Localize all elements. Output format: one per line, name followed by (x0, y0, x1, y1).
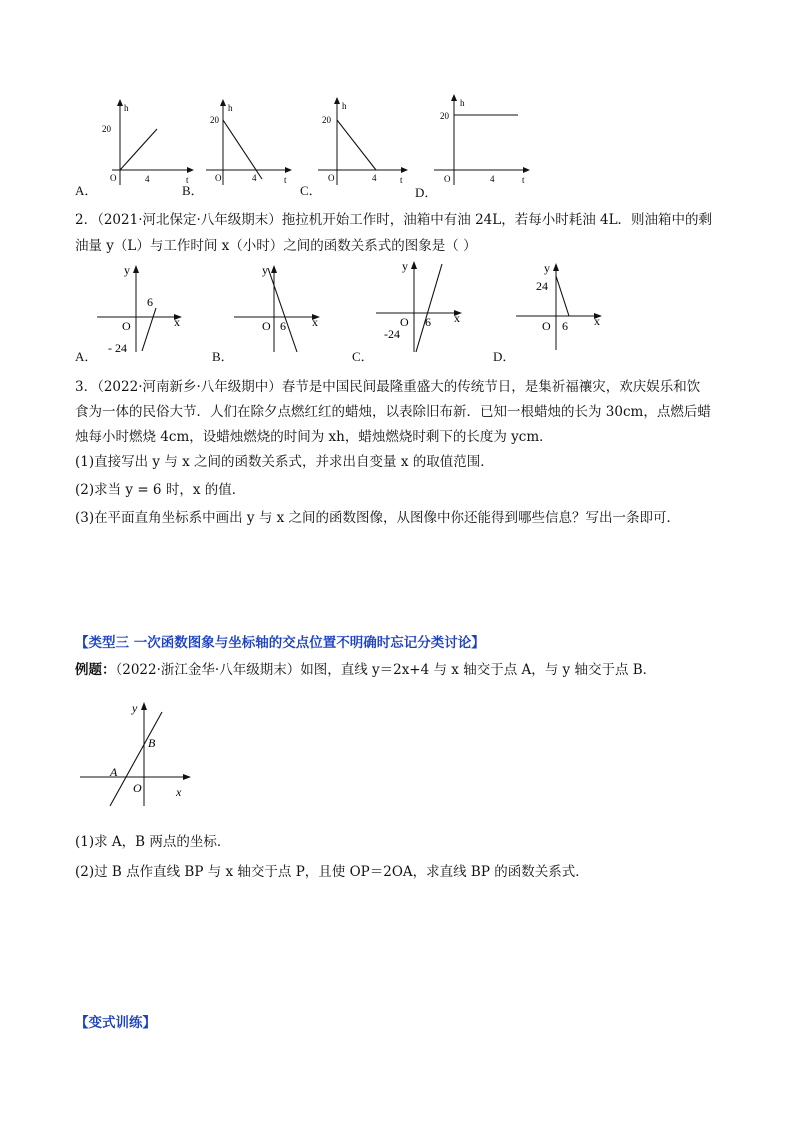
q2-graph-c (372, 256, 472, 356)
axis-label: h (124, 103, 129, 113)
q1-graph-d (430, 88, 535, 190)
tick-label: 6 (280, 319, 286, 333)
tick-label: 24 (536, 279, 548, 293)
example-line (75, 660, 656, 680)
axis-label: t (186, 175, 189, 185)
option-label: A． (75, 349, 98, 364)
tick-label: 20 (322, 115, 331, 125)
question-text: （2022·河南新乡·八年级期中）春节是中国民间最隆重盛大的传统节日，是集祈福禳灾，欢庆娱乐和饮 (97, 379, 701, 395)
origin-label: O (328, 173, 335, 183)
example-label: 例题： (75, 662, 116, 678)
q2-line-2: 油量 y（L）与工作时间 x（小时）之间的函数关系式的图象是（ ） (75, 238, 477, 254)
point-a-label: A (110, 765, 118, 779)
axis-label: h (228, 103, 233, 113)
axis-label: x (594, 314, 600, 328)
tick-label: 20 (102, 124, 111, 134)
example-sub-2: (2)过 B 点作直线 BP 与 x 轴交于点 P，且使 OP＝2OA，求直线 BP 的函数关系式． (75, 864, 589, 880)
q2-graph-b (230, 260, 330, 355)
q3-sub-3: (3)在平面直角坐标系中画出 y 与 x 之间的函数图像，从图像中你还能得到哪些信息？写出一条即可． (75, 510, 681, 526)
q1-graph-b (200, 95, 305, 190)
tick-label: 20 (440, 111, 449, 121)
option-label: B． (182, 183, 204, 198)
axis-label: x (174, 315, 180, 329)
axis-label: x (454, 311, 460, 325)
axis-label: t (284, 175, 287, 185)
example-figure (78, 698, 198, 810)
tick-label: 20 (210, 115, 219, 125)
question-text: （2021·河北保定·八年级期末）拖拉机开始工作时，油箱中有油 24L，若每小时耗油 4L．则油箱中的剩 (97, 212, 713, 228)
origin-label: O (133, 781, 142, 795)
origin-label: O (542, 319, 551, 333)
q3-line-2: 食为一体的民俗大节．人们在除夕点燃红红的蜡烛，以表除旧布新．已知一根蜡烛的长为 30cm，点燃后蜡 (75, 404, 711, 420)
question-number: 2． (75, 212, 98, 228)
option-label: B． (212, 349, 234, 364)
origin-label: O (215, 173, 222, 183)
q1-graph-c (312, 92, 417, 190)
option-label: A． (75, 183, 98, 198)
option-label: C． (352, 349, 374, 364)
option-label: C． (300, 183, 322, 198)
tick-label: 4 (490, 174, 495, 184)
tick-label: -24 (384, 327, 400, 341)
tick-label: 6 (425, 315, 431, 329)
example-text: （2022·浙江金华·八年级期末）如图，直线 y＝2x+4 与 x 轴交于点 A，与 y 轴交于点 B． (115, 662, 657, 678)
axis-label: h (342, 101, 347, 111)
origin-label: O (444, 174, 451, 184)
axis-label: y (124, 263, 130, 277)
section-heading-type3: 【类型三 一次函数图象与坐标轴的交点位置不明确时忘记分类讨论】 (75, 635, 485, 651)
tick-label: 4 (252, 173, 257, 183)
section-heading-variant: 【变式训练】 (75, 1015, 156, 1031)
q1-graph-a (90, 95, 195, 190)
tick-label: 4 (372, 173, 377, 183)
q3-sub-1: (1)直接写出 y 与 x 之间的函数关系式，并求出自变量 x 的取值范围． (75, 454, 494, 470)
q2-line-1 (75, 210, 712, 230)
tick-label: 6 (147, 295, 153, 309)
tick-label: 4 (145, 174, 150, 184)
axis-label: y (544, 261, 550, 275)
point-b-label: B (148, 736, 156, 750)
origin-label: O (262, 319, 271, 333)
option-label: D． (415, 185, 438, 200)
axis-label: x (176, 785, 182, 799)
q2-graph-d (512, 258, 612, 353)
axis-label: y (402, 259, 408, 273)
axis-label: t (400, 175, 403, 185)
option-label: D． (493, 349, 516, 364)
q2-graph-a (92, 260, 192, 355)
tick-label: 6 (562, 319, 568, 333)
example-sub-1: (1)求 A，B 两点的坐标． (75, 834, 231, 850)
origin-label: O (110, 173, 117, 183)
origin-label: O (400, 315, 409, 329)
question-number: 3． (75, 379, 98, 395)
q3-line-1 (75, 377, 700, 397)
origin-label: O (122, 319, 131, 333)
axis-label: y (132, 701, 138, 715)
axis-label: t (522, 175, 525, 185)
tick-label: - 24 (108, 341, 127, 355)
q3-sub-2: (2)求当 y = 6 时，x 的值． (75, 482, 246, 498)
axis-label: x (312, 315, 318, 329)
axis-label: h (460, 98, 465, 108)
q3-line-3: 烛每小时燃烧 4cm，设蜡烛燃烧的时间为 xh，蜡烛燃烧时剩下的长度为 ycm． (75, 429, 553, 445)
axis-label: y (262, 263, 268, 277)
